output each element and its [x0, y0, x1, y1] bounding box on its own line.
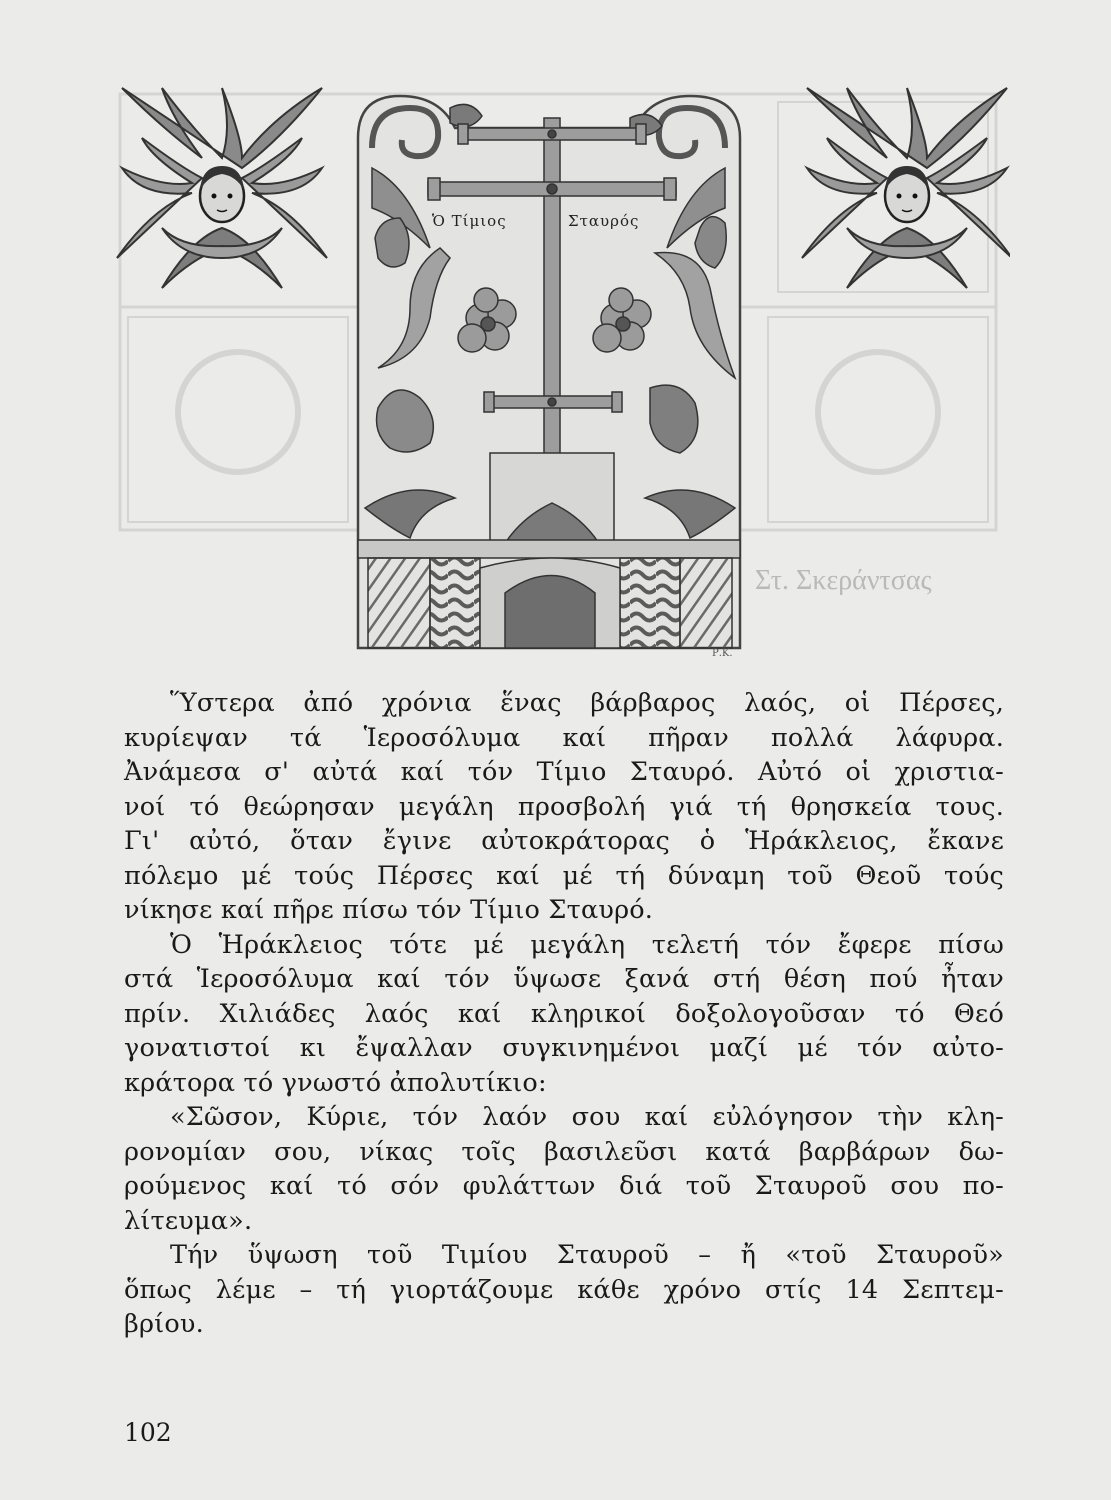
text-line: Ὁ Ἡράκλειος τότε μέ μεγάλη τελετή τόν ἔφερε πίσω [170, 929, 1004, 960]
text-line: «Σῶσον, Κύριε, τόν λαόν σου καί εὐλόγησον τὴν κλη- [170, 1102, 1004, 1132]
text-line: γονατιστοί κι ἔψαλλαν συγκινημένοι μαζί μέ τόν αὐτο- [124, 1033, 1004, 1063]
text-line: ρονομίαν σου, νίκας τοῖς βασιλεῦσι κατά βαρβάρων δω- [124, 1136, 1004, 1167]
cross-panel [358, 96, 740, 658]
text-line: Ἀνάμεσα σ' αὐτά καί τόν Τίμιο Σταυρό. Αὐτό οἱ χριστια- [124, 757, 1004, 787]
text-line: λίτευμα». [124, 1205, 253, 1236]
inscription-right: Σταυρός [568, 212, 640, 230]
text-line: ρούμενος καί τό σόν φυλάττων διά τοῦ Σταυροῦ σου πο- [124, 1171, 1004, 1201]
text-line: πόλεμο μέ τούς Πέρσες καί μέ τή δύναμη τοῦ Θεοῦ τούς [124, 860, 1004, 891]
text-line: κυρίεψαν τά Ἱεροσόλυμα καί πῆραν πολλά λάφυρα. [124, 722, 1004, 753]
bleed-through-caption: Στ. Σκεράντσας [755, 565, 932, 596]
text-line: πρίν. Χιλιάδες λαός καί κληρικοί δοξολογοῦσαν τό Θεό [124, 998, 1004, 1029]
text-line: Τήν ὕψωση τοῦ Τιμίου Σταυροῦ – ἤ «τοῦ Σταυροῦ» [170, 1240, 1004, 1270]
text-line: Ὕστερα ἀπό χρόνια ἕνας βάρβαρος λαός, οἱ Πέρσες, [170, 688, 1004, 718]
text-line: βρίου. [124, 1309, 204, 1339]
page-number: 102 [124, 1418, 172, 1447]
text-line: νοί τό θεώρησαν μεγάλη προσβολή γιά τή θρησκεία τους. [124, 791, 1004, 822]
seraph-right-icon [802, 88, 1010, 288]
text-line: Γι' αὐτό, ὅταν ἔγινε αὐτοκράτορας ὁ Ἡράκλειος, ἔκανε [124, 826, 1004, 856]
seraph-left-icon [117, 88, 327, 288]
text-line: ὅπως λέμε – τή γιορτάζουμε κάθε χρόνο στίς 14 Σεπτεμ- [124, 1274, 1004, 1305]
cross-illustration [110, 78, 1010, 658]
inscription-left: Ὁ Τίμιος [432, 212, 507, 230]
text-line: κράτορα τό γνωστό ἀπολυτίκιο: [124, 1067, 547, 1098]
text-line: στά Ἱεροσόλυμα καί τόν ὕψωσε ξανά στή θέση πού ἦταν [124, 964, 1004, 994]
text-line: νίκησε καί πῆρε πίσω τόν Τίμιο Σταυρό. [124, 895, 654, 925]
artist-mark: Ρ.Κ. [712, 648, 733, 658]
body-text [124, 686, 1004, 1342]
